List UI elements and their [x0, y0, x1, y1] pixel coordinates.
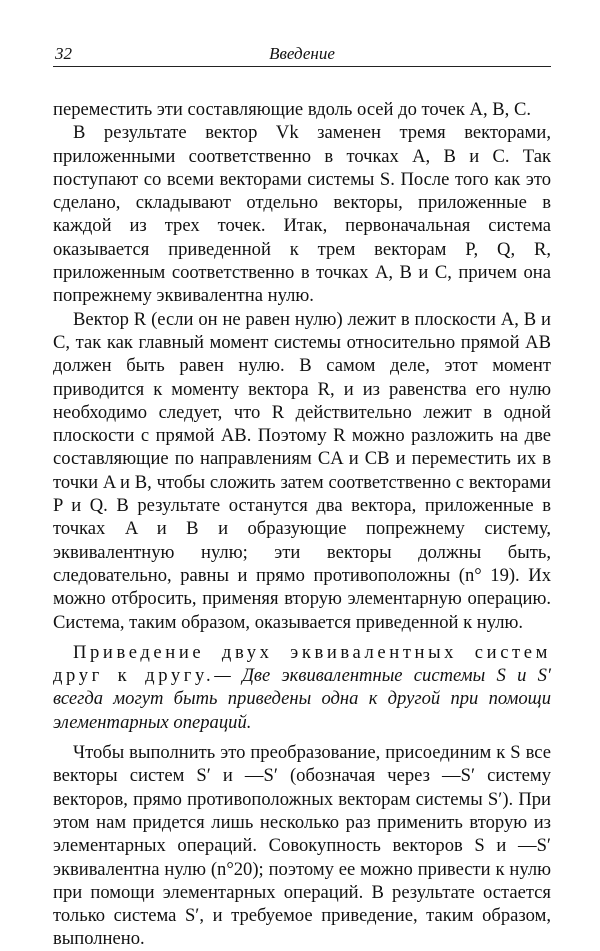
page-body	[53, 98, 551, 951]
book-page	[53, 40, 551, 951]
paragraph: Вектор R (если он не равен нулю) лежит в плоскости A, B и C, так как главный момент системы относительно прямой AB должен быть равен нулю. В самом деле, этот момент приводится к моменту вектора R, и из равенства его нулю необходимо следует, что R действительно лежит в одной плоскости с прямой AB. Поэтому R можно разложить на две составляющие по направлениям CA и CB и переместить их в точки A и B, чтобы сложить затем соответственно с векторами P и Q. В результате останутся два вектора, приложенные в точках A и B и образующие попрежнему систему, эквивалентную нулю; эти векторы должны быть, следовательно, равны и прямо противоположны (n° 19). Их можно отбросить, применяя вторую элементарную операцию. Система, таким образом, оказывается приведенной к нулю.	[53, 308, 551, 633]
page-number: 32	[55, 44, 72, 63]
spaced-heading: Приведение двух эквивалентных систем друг к другу.	[53, 641, 551, 687]
paragraph: В результате вектор Vk заменен тремя векторами, приложенными соответственно в точках A, B и C. Так поступают со всеми векторами системы S. После того как это сделано, складывают отдельно векторы, приложенные в каждой из трех точек. Итак, первоначальная система оказывается приведенной к трем векторам P, Q, R, приложенным соответственно в точках A, B и C, причем она попрежнему эквивалентна нулю.	[53, 122, 551, 307]
theorem-paragraph	[53, 641, 551, 734]
paragraph: переместить эти составляющие вдоль осей до точек A, B, C.	[53, 99, 532, 120]
running-title: Введение	[269, 44, 335, 63]
theorem-statement: — Две эквивалентные системы S и S′ всегда могут быть приведены одна к другой при помощи элементарных операций.	[53, 665, 551, 733]
paragraph: Чтобы выполнить это преобразование, присоединим к S все векторы систем S′ и —S′ (обозначая через —S′ систему векторов, прямо противоположных векторам системы S′). При этом нам придется лишь несколько раз применить вторую из элементарных операций. Совокупность векторов S и —S′ эквивалентна нулю (n°20); поэтому ее можно привести к нулю при помощи элементарных операций. В результате остается только система S′, и требуемое приведение, таким образом, выполнено.	[53, 742, 551, 950]
page-header	[53, 40, 551, 67]
